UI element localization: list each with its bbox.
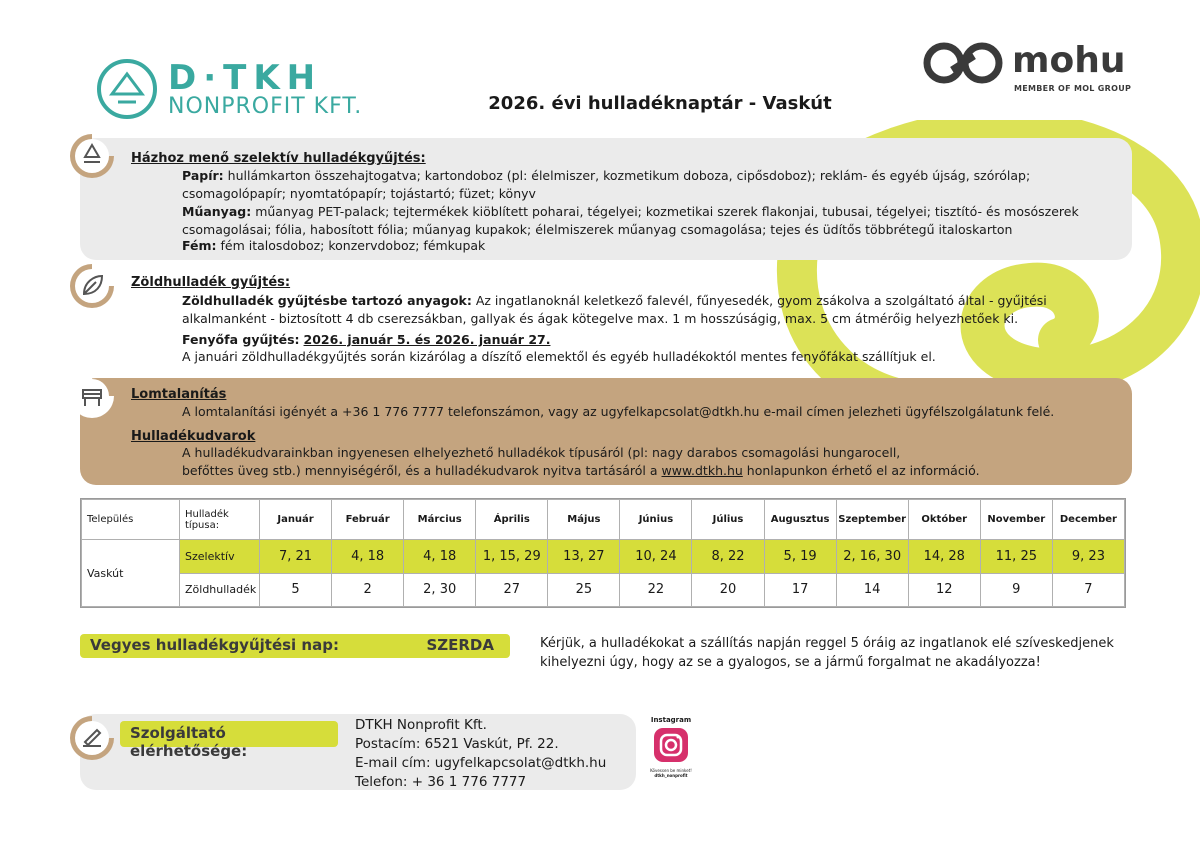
green-materials-text-1: Az ingatlanoknál keletkező falevél, fűnyesedék, gyom zsákolva a szolgáltató által - gyűjtési bbox=[475, 293, 1047, 308]
contact-postal: Postacím: 6521 Vaskút, Pf. 22. bbox=[355, 736, 559, 752]
month-header: Szeptember bbox=[836, 500, 908, 540]
placement-notice bbox=[540, 634, 1120, 672]
date-cell: 10, 24 bbox=[620, 540, 692, 574]
instagram-icon bbox=[646, 724, 696, 764]
metal-label: Fém: bbox=[182, 238, 217, 253]
date-cell: 14 bbox=[836, 573, 908, 607]
plastic-line-1 bbox=[182, 203, 1079, 221]
schedule-table bbox=[80, 498, 1126, 608]
mixed-waste-label: Vegyes hulladékgyűjtési nap: bbox=[90, 636, 339, 654]
month-header: Január bbox=[260, 500, 332, 540]
notice-line-2: kihelyezni úgy, hogy az se a gyalogos, se a jármű forgalmat ne akadályozza! bbox=[540, 655, 1041, 670]
leaf-icon bbox=[68, 262, 116, 310]
schedule-header-row bbox=[82, 500, 1125, 540]
date-cell: 8, 22 bbox=[692, 540, 764, 574]
instagram-handle: dtkh_nonprofit bbox=[654, 773, 688, 778]
contact-email[interactable]: E-mail cím: ugyfelkapcsolat@dtkh.hu bbox=[355, 755, 607, 771]
bulky-text: A lomtalanítási igényét a +36 1 776 7777 telefonszámon, vagy az ugyfelkapcsolat@dtkh.hu e-mail címen jelezheti ügyfélszolgálatunk felé. bbox=[182, 404, 1055, 419]
tree-text: A januári zöldhulladékgyűjtés során kizárólag a díszítő elemektől és egyéb hulladékoktól mentes fenyőfákat szállítjuk el. bbox=[182, 349, 936, 364]
paper-line-2: csomagolópapír; nyomtatópapír; tojástartó; füzet; könyv bbox=[182, 186, 536, 201]
month-header: Április bbox=[476, 500, 548, 540]
date-cell: 9 bbox=[980, 573, 1052, 607]
green-title: Zöldhulladék gyűjtés: bbox=[131, 275, 291, 290]
date-cell: 7 bbox=[1052, 573, 1124, 607]
date-cell: 4, 18 bbox=[404, 540, 476, 574]
contact-icon bbox=[68, 714, 116, 762]
plastic-label: Műanyag: bbox=[182, 204, 252, 219]
date-cell: 13, 27 bbox=[548, 540, 620, 574]
mixed-waste-day: SZERDA bbox=[426, 636, 494, 654]
month-header: Március bbox=[404, 500, 476, 540]
settlement-cell: Vaskút bbox=[82, 540, 180, 607]
date-cell: 25 bbox=[548, 573, 620, 607]
date-cell: 1, 15, 29 bbox=[476, 540, 548, 574]
settlement-header: Település bbox=[82, 500, 180, 540]
notice-line-1: Kérjük, a hulladékokat a szállítás napján reggel 5 óráig az ingatlanok elé szíveskedjenek bbox=[540, 636, 1114, 651]
waste-type-cell: Zöldhulladék bbox=[180, 573, 260, 607]
mixed-waste-bar bbox=[80, 634, 510, 658]
yards-text-1: A hulladékudvarainkban ingyenesen elhelyezhető hulladékok típusáról (pl: nagy darabos csomagolási hungarocell, bbox=[182, 445, 901, 460]
month-header: Július bbox=[692, 500, 764, 540]
month-header: Február bbox=[332, 500, 404, 540]
metal-line bbox=[182, 237, 485, 255]
yards-text-2a: befőttes üveg stb.) mennyiségéről, és a hulladékudvarok nyitva tartásáról a bbox=[182, 463, 658, 478]
yards-text-2b: honlapunkon érhető el az információ. bbox=[746, 463, 980, 478]
paper-text-1: hullámkarton összehajtogatva; kartondoboz (pl: élelmiszer, kozmetikum doboza, cipősdoboz); reklám- és egyéb újság, szórólap; bbox=[227, 168, 1031, 183]
month-header: Augusztus bbox=[764, 500, 836, 540]
mohu-logo-word: mohu bbox=[1012, 40, 1126, 81]
tree-label: Fenyőfa gyűjtés: bbox=[182, 332, 300, 347]
date-cell: 9, 23 bbox=[1052, 540, 1124, 574]
dtkh-logo-name: D·TKH bbox=[168, 58, 323, 98]
month-header: Június bbox=[620, 500, 692, 540]
contact-label: Szolgáltató elérhetősége: bbox=[120, 721, 338, 747]
date-cell: 4, 18 bbox=[332, 540, 404, 574]
tree-collection-line bbox=[182, 331, 550, 349]
metal-text: fém italosdoboz; konzervdoboz; fémkupak bbox=[220, 238, 486, 253]
mohu-logo-icon bbox=[922, 40, 1006, 86]
month-header: Október bbox=[908, 500, 980, 540]
green-row bbox=[82, 573, 1125, 607]
date-cell: 14, 28 bbox=[908, 540, 980, 574]
month-header: Május bbox=[548, 500, 620, 540]
bulky-title: Lomtalanítás bbox=[131, 387, 227, 402]
contact-details bbox=[355, 716, 606, 792]
date-cell: 5, 19 bbox=[764, 540, 836, 574]
green-materials-label: Zöldhulladék gyűjtésbe tartozó anyagok: bbox=[182, 293, 472, 308]
date-cell: 12 bbox=[908, 573, 980, 607]
date-cell: 11, 25 bbox=[980, 540, 1052, 574]
green-materials-line-1 bbox=[182, 292, 1047, 310]
recycle-icon bbox=[68, 132, 116, 180]
month-header: November bbox=[980, 500, 1052, 540]
date-cell: 2 bbox=[332, 573, 404, 607]
type-header: Hulladék típusa: bbox=[180, 500, 260, 540]
dtkh-logo-sub: NONPROFIT KFT. bbox=[168, 94, 363, 119]
mohu-logo bbox=[922, 40, 1132, 100]
contact-phone[interactable]: Telefon: + 36 1 776 7777 bbox=[355, 774, 527, 790]
plastic-line-2: csomagolásai; fólia, habosított fólia; műanyag kupakok; élelmiszerek műanyag csomagolása; tejes és üdítős többrétegű italoskarton bbox=[182, 222, 1013, 237]
date-cell: 5 bbox=[260, 573, 332, 607]
paper-label: Papír: bbox=[182, 168, 224, 183]
furniture-icon bbox=[68, 372, 116, 420]
plastic-text-1: műanyag PET-palack; tejtermékek kiöblített poharai, tégelyei; kozmetikai szerek flakonjai, tubusai, tégelyei; tisztító- és mosószerek bbox=[255, 204, 1079, 219]
selective-row bbox=[82, 540, 1125, 574]
contact-company: DTKH Nonprofit Kft. bbox=[355, 717, 487, 733]
selective-title: Házhoz menő szelektív hulladékgyűjtés: bbox=[131, 151, 426, 166]
month-header: December bbox=[1052, 500, 1124, 540]
green-materials-line-2: alkalmanként - biztosított 4 db cserezsákban, gallyak és ágak kötegelve max. 1 m hosszúságig, max. 5 cm átmérőig helyezhetőek ki. bbox=[182, 311, 1019, 326]
tree-dates: 2026. január 5. és 2026. január 27. bbox=[303, 332, 551, 347]
date-cell: 20 bbox=[692, 573, 764, 607]
date-cell: 7, 21 bbox=[260, 540, 332, 574]
yards-title: Hulladékudvarok bbox=[131, 429, 256, 444]
page-title: 2026. évi hulladéknaptár - Vaskút bbox=[488, 93, 832, 114]
date-cell: 17 bbox=[764, 573, 836, 607]
instagram-caption: Kövessen be minket! bbox=[650, 768, 692, 773]
yards-text-2 bbox=[182, 462, 980, 480]
instagram-qr[interactable] bbox=[646, 716, 696, 786]
dtkh-website-link[interactable]: www.dtkh.hu bbox=[661, 463, 743, 478]
mohu-logo-tagline: MEMBER OF MOL GROUP bbox=[1014, 84, 1132, 93]
date-cell: 22 bbox=[620, 573, 692, 607]
waste-type-cell: Szelektív bbox=[180, 540, 260, 574]
date-cell: 2, 16, 30 bbox=[836, 540, 908, 574]
date-cell: 27 bbox=[476, 573, 548, 607]
instagram-title: Instagram bbox=[650, 716, 692, 724]
date-cell: 2, 30 bbox=[404, 573, 476, 607]
paper-line-1 bbox=[182, 167, 1030, 185]
